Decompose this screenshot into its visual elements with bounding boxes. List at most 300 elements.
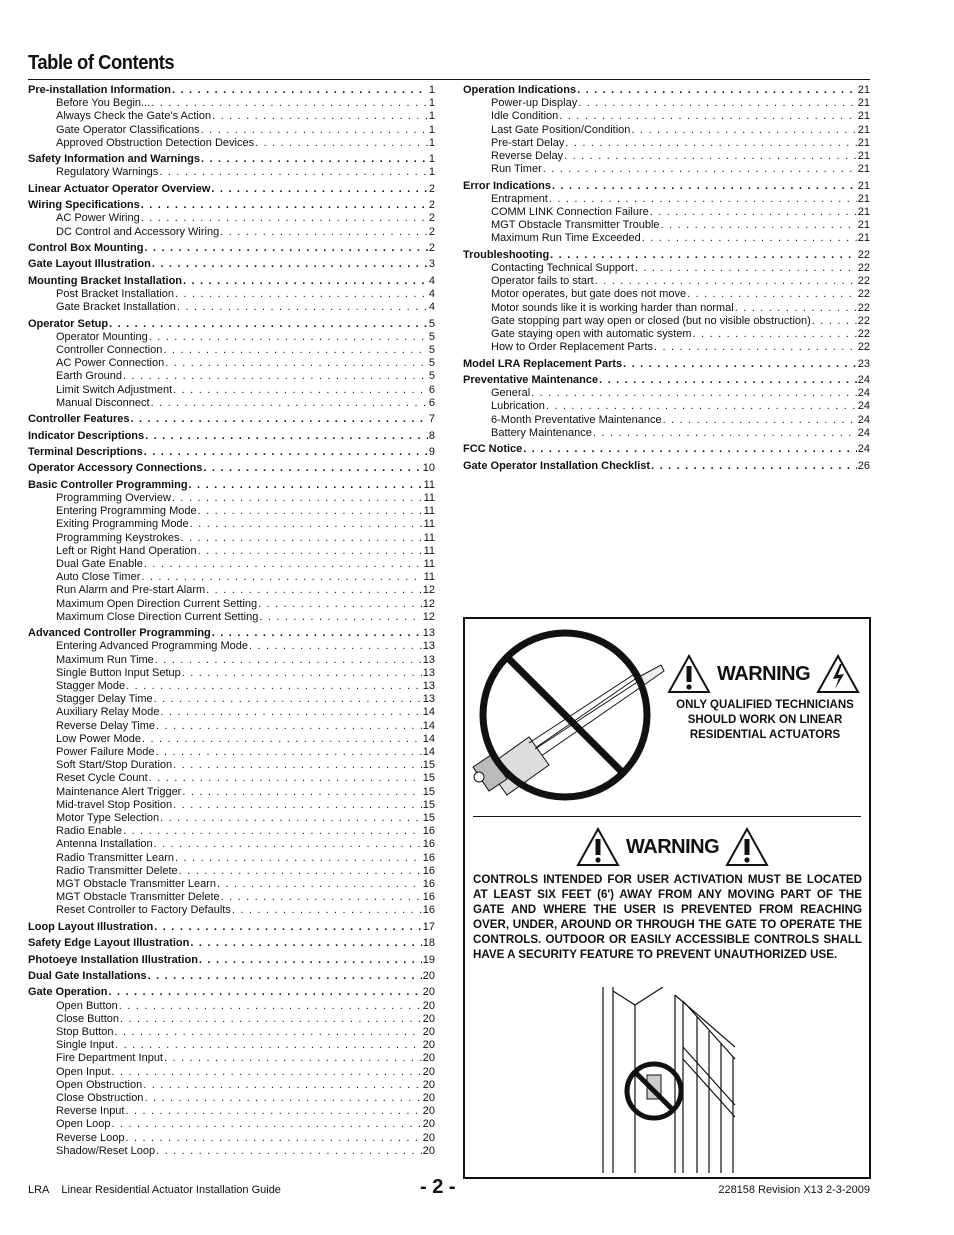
toc-dot-leader — [154, 838, 422, 851]
toc-entry-title: Entering Programming Mode — [56, 505, 197, 518]
toc-entry-title: Mid-travel Stop Position — [56, 798, 173, 811]
toc-dot-leader — [199, 954, 422, 967]
toc-page-number: 21 — [857, 97, 870, 110]
toc-entry — [463, 262, 870, 275]
toc-entry — [463, 328, 870, 341]
toc-page-number: 21 — [857, 192, 870, 205]
toc-section — [28, 275, 435, 315]
toc-page-number: 13 — [422, 640, 435, 653]
toc-dot-leader — [123, 825, 422, 838]
toc-page-number: 14 — [422, 732, 435, 745]
toc-entry — [28, 397, 435, 410]
toc-left-column — [28, 84, 435, 1161]
toc-entry-title: Run Alarm and Pre-start Alarm — [56, 584, 206, 597]
toc-page-number: 1 — [428, 97, 435, 110]
toc-entry — [28, 492, 435, 505]
toc-dot-leader — [249, 640, 422, 653]
toc-entry-title: Controller Connection — [56, 343, 163, 356]
toc-entry-title: Maximum Run Time — [56, 653, 154, 666]
toc-dot-leader — [812, 315, 857, 328]
toc-entry-title: MGT Obstacle Transmitter Trouble — [491, 219, 660, 232]
toc-entry-title: Basic Controller Programming — [28, 478, 188, 491]
toc-section-heading — [28, 318, 435, 331]
toc-entry — [28, 370, 435, 383]
toc-page-number: 20 — [422, 1012, 435, 1025]
toc-dot-leader — [190, 518, 423, 531]
toc-dot-leader — [144, 558, 423, 571]
toc-entry — [28, 331, 435, 344]
toc-entry-title: Reset Controller to Factory Defaults — [56, 904, 231, 917]
toc-entry — [28, 1105, 435, 1118]
toc-section-heading — [28, 462, 435, 475]
toc-section-heading — [28, 183, 435, 196]
toc-entry — [463, 414, 870, 427]
toc-entry-title: Always Check the Gate’s Action — [56, 110, 212, 123]
toc-page-number: 14 — [422, 745, 435, 758]
toc-entry-title: Auto Close Timer — [56, 571, 141, 584]
toc-page-number: 2 — [428, 241, 435, 254]
toc-page-number: 20 — [422, 1078, 435, 1091]
page-number: - 2 - — [420, 1176, 456, 1198]
toc-dot-leader — [149, 331, 428, 344]
toc-dot-leader — [259, 611, 421, 624]
toc-entry — [28, 693, 435, 706]
toc-entry-title: Programming Keystrokes — [56, 531, 180, 544]
footer-guide-title — [28, 1184, 281, 1196]
toc-section-heading — [463, 443, 870, 456]
exclamation-triangle-icon — [725, 827, 769, 867]
toc-entry-title: Gate Operation — [28, 986, 108, 999]
toc-entry — [28, 680, 435, 693]
toc-dot-leader — [149, 772, 422, 785]
toc-page-number: 20 — [422, 986, 435, 999]
toc-dot-leader — [206, 584, 422, 597]
toc-dot-leader — [531, 387, 857, 400]
toc-entry-title: Maintenance Alert Trigger — [56, 785, 182, 798]
toc-entry-title: Fire Department Input — [56, 1052, 163, 1065]
toc-section-heading — [28, 199, 435, 212]
toc-page-number: 21 — [857, 150, 870, 163]
toc-section-heading — [28, 275, 435, 288]
toc-entry — [28, 1013, 435, 1026]
toc-entry — [463, 275, 870, 288]
toc-page-number: 1 — [428, 110, 435, 123]
toc-page-number: 5 — [428, 357, 435, 370]
toc-section — [463, 84, 870, 176]
toc-section-heading — [28, 921, 435, 934]
toc-page-number: 1 — [428, 153, 435, 166]
toc-dot-leader — [661, 219, 857, 232]
toc-page-number: 16 — [422, 851, 435, 864]
toc-entry — [28, 1039, 435, 1052]
toc-section — [28, 153, 435, 179]
toc-entry-title: Approved Obstruction Detection Devices — [56, 136, 255, 149]
toc-dot-leader — [217, 878, 422, 891]
toc-entry-title: Gate Layout Illustration — [28, 258, 151, 271]
toc-entry — [463, 124, 870, 137]
toc-dot-leader — [173, 799, 422, 812]
toc-entry-title: Antenna Installation — [56, 838, 153, 851]
toc-dot-leader — [144, 1092, 421, 1105]
toc-page-number: 20 — [422, 1118, 435, 1131]
exclamation-triangle-icon — [667, 654, 711, 694]
toc-dot-leader — [144, 446, 428, 459]
toc-page-number: 15 — [422, 812, 435, 824]
toc-entry-title: Mounting Bracket Installation — [28, 274, 183, 287]
page-title: Table of Contents — [28, 52, 175, 74]
toc-dot-leader — [154, 921, 421, 934]
toc-entry-title: AC Power Wiring — [56, 212, 140, 225]
toc-entry-title: Stagger Mode — [56, 679, 126, 692]
footer-model: LRA — [28, 1184, 50, 1196]
toc-page-number: 20 — [422, 1105, 435, 1118]
toc-entry — [28, 357, 435, 370]
toc-entry — [463, 315, 870, 328]
toc-entry-title: Gate stopping part way open or closed (but no visible obstruction) — [491, 314, 811, 327]
toc-section — [28, 986, 435, 1158]
toc-entry-title: Maximum Close Direction Current Setting — [56, 610, 259, 623]
toc-entry-title: Single Button Input Setup — [56, 666, 181, 679]
toc-section — [463, 443, 870, 456]
toc-dot-leader — [651, 460, 857, 473]
toc-section-heading — [28, 430, 435, 443]
toc-dot-leader — [255, 137, 428, 150]
toc-dot-leader — [595, 275, 857, 288]
toc-page-number: 18 — [422, 937, 435, 950]
toc-page-number: 13 — [422, 666, 435, 679]
toc-entry — [463, 219, 870, 232]
toc-page-number: 21 — [857, 163, 870, 176]
toc-dot-leader — [203, 462, 421, 475]
toc-section-heading — [463, 180, 870, 193]
toc-section — [463, 358, 870, 371]
toc-entry — [28, 891, 435, 904]
toc-page-number: 15 — [422, 759, 435, 772]
toc-entry-title: COMM LINK Connection Failure — [491, 206, 649, 219]
toc-dot-leader — [126, 680, 422, 693]
toc-page-number: 7 — [428, 413, 435, 426]
toc-page-number: 21 — [857, 123, 870, 136]
toc-entry — [28, 137, 435, 150]
toc-section-heading — [28, 258, 435, 271]
toc-entry-title: Power-up Display — [491, 97, 578, 110]
toc-entry — [28, 505, 435, 518]
toc-section — [28, 970, 435, 983]
toc-dot-leader — [564, 150, 857, 163]
toc-entry-title: Battery Maintenance — [491, 426, 592, 439]
toc-dot-leader — [111, 1118, 421, 1131]
toc-page-number: 12 — [422, 597, 435, 610]
toc-entry-title: Radio Enable — [56, 825, 123, 838]
toc-dot-leader — [155, 654, 422, 667]
toc-right-column — [463, 84, 870, 476]
gate-control-illustration — [585, 987, 745, 1173]
toc-entry — [28, 640, 435, 653]
toc-entry — [28, 598, 435, 611]
toc-section — [28, 462, 435, 475]
toc-dot-leader — [109, 318, 428, 331]
toc-entry — [28, 344, 435, 357]
toc-entry — [28, 852, 435, 865]
toc-page-number: 24 — [857, 374, 870, 387]
toc-entry-title: Post Bracket Installation — [56, 287, 175, 300]
toc-page-number: 21 — [857, 110, 870, 123]
toc-section — [28, 413, 435, 426]
toc-dot-leader — [144, 242, 427, 255]
toc-dot-leader — [550, 249, 857, 262]
toc-entry-title: Linear Actuator Operator Overview — [28, 182, 211, 195]
toc-page-number: 11 — [423, 544, 435, 557]
toc-section-heading — [463, 249, 870, 262]
toc-section-heading — [28, 413, 435, 426]
toc-dot-leader — [183, 275, 428, 288]
toc-page-number: 19 — [422, 953, 435, 966]
toc-page-number: 22 — [857, 328, 870, 341]
toc-entry — [463, 97, 870, 110]
toc-dot-leader — [201, 124, 428, 137]
toc-entry-title: Preventative Maintenance — [463, 374, 599, 387]
toc-page-number: 20 — [422, 1131, 435, 1144]
toc-entry — [463, 110, 870, 123]
toc-entry-title: DC Control and Accessory Wiring — [56, 225, 220, 238]
toc-entry — [28, 97, 435, 110]
toc-entry-title: Idle Condition — [491, 110, 559, 123]
toc-entry — [463, 302, 870, 315]
toc-section-heading — [28, 153, 435, 166]
toc-entry-title: Auxiliary Relay Mode — [56, 706, 160, 719]
toc-dot-leader — [523, 443, 856, 456]
toc-dot-leader — [145, 430, 428, 443]
toc-section-heading — [28, 937, 435, 950]
toc-entry-title: Loop Layout Illustration — [28, 920, 154, 933]
toc-page-number: 22 — [857, 288, 870, 301]
toc-entry-title: Reset Cycle Count — [56, 772, 148, 785]
toc-dot-leader — [159, 166, 428, 179]
toc-entry-title: Open Loop — [56, 1118, 111, 1131]
toc-entry-title: Motor operates, but gate does not move — [491, 288, 687, 301]
toc-section-heading — [28, 954, 435, 967]
toc-entry-title: Lubrication — [491, 400, 545, 413]
toc-entry-title: Radio Transmitter Learn — [56, 851, 174, 864]
toc-page-number: 21 — [857, 206, 870, 219]
toc-entry-title: Safety Edge Layout Illustration — [28, 937, 190, 950]
toc-page-number: 12 — [422, 610, 435, 623]
toc-entry-title: Last Gate Position/Condition — [491, 123, 631, 136]
toc-dot-leader — [173, 759, 422, 772]
toc-page-number: 16 — [422, 838, 435, 851]
toc-dot-leader — [179, 865, 422, 878]
toc-entry — [28, 786, 435, 799]
toc-entry-title: Gate Operator Installation Checklist — [463, 459, 651, 472]
actuator-prohibited-illustration — [465, 627, 665, 807]
toc-dot-leader — [177, 301, 428, 314]
toc-page-number: 5 — [428, 370, 435, 383]
toc-dot-leader — [172, 84, 428, 97]
toc-section — [463, 460, 870, 473]
toc-entry — [463, 400, 870, 413]
toc-section — [28, 479, 435, 624]
toc-page-number: 1 — [428, 166, 435, 179]
toc-page-number: 2 — [428, 199, 435, 212]
toc-entry-title: Pre-installation Information — [28, 84, 172, 96]
technician-notice: ONLY QUALIFIED TECHNICIANS SHOULD WORK ON LINEAR RESIDENTIAL ACTUATORS — [676, 699, 854, 741]
toc-page-number: 24 — [857, 413, 870, 426]
toc-entry — [28, 772, 435, 785]
toc-entry — [28, 838, 435, 851]
toc-dot-leader — [593, 427, 857, 440]
toc-page-number: 16 — [422, 878, 435, 891]
toc-entry-title: Contacting Technical Support — [491, 262, 634, 275]
toc-entry-title: Soft Start/Stop Duration — [56, 759, 173, 772]
toc-entry — [28, 812, 435, 825]
toc-section — [28, 183, 435, 196]
toc-dot-leader — [165, 357, 428, 370]
toc-entry-title: FCC Notice — [463, 443, 523, 456]
toc-entry — [28, 226, 435, 239]
warning-header-2 — [576, 827, 769, 867]
toc-page-number: 20 — [422, 999, 435, 1012]
toc-dot-leader — [160, 812, 422, 825]
toc-section — [28, 446, 435, 459]
toc-page-number: 11 — [423, 518, 435, 531]
toc-section — [463, 374, 870, 440]
toc-page-number: 16 — [422, 864, 435, 877]
toc-page-number: 5 — [428, 317, 435, 330]
toc-entry-title: Reverse Loop — [56, 1131, 125, 1144]
toc-dot-leader — [164, 1052, 422, 1065]
toc-section — [28, 921, 435, 934]
toc-page-number: 5 — [428, 330, 435, 343]
toc-entry-title: Run Timer — [491, 163, 542, 176]
toc-section-heading — [463, 374, 870, 387]
toc-dot-leader — [635, 262, 857, 275]
toc-entry-title: Open Input — [56, 1065, 111, 1078]
toc-dot-leader — [549, 193, 857, 206]
toc-page-number: 20 — [422, 1092, 435, 1104]
toc-section-heading — [28, 627, 435, 640]
toc-dot-leader — [119, 1000, 422, 1013]
toc-entry-title: Operation Indications — [463, 84, 577, 96]
toc-entry — [463, 341, 870, 354]
toc-section-heading — [28, 84, 435, 97]
toc-entry-title: Programming Overview — [56, 491, 171, 504]
toc-dot-leader — [559, 110, 856, 123]
toc-page-number: 1 — [428, 84, 435, 96]
toc-page-number: 5 — [428, 343, 435, 356]
toc-section — [28, 242, 435, 255]
toc-entry-title: Shadow/Reset Loop — [56, 1144, 156, 1157]
toc-dot-leader — [212, 627, 422, 640]
footer-guide-name: Linear Residential Actuator Installation Guide — [61, 1184, 281, 1196]
toc-page-number: 4 — [428, 287, 435, 300]
toc-dot-leader — [182, 786, 421, 799]
toc-entry — [463, 163, 870, 176]
toc-page-number: 20 — [422, 969, 435, 982]
toc-entry-title: Control Box Mounting — [28, 241, 144, 254]
toc-section — [28, 199, 435, 239]
toc-page-number: 6 — [428, 396, 435, 409]
toc-entry-title: Motor sounds like it is working harder than normal — [491, 301, 734, 314]
toc-dot-leader — [623, 358, 857, 371]
toc-page-number: 13 — [422, 627, 435, 640]
toc-entry — [463, 193, 870, 206]
toc-section — [28, 954, 435, 967]
toc-entry — [28, 1118, 435, 1131]
toc-entry-title: Open Button — [56, 999, 118, 1012]
toc-page-number: 11 — [423, 557, 435, 570]
toc-page-number: 6 — [428, 383, 435, 396]
toc-entry-title: Gate Bracket Installation — [56, 301, 176, 314]
toc-dot-leader — [599, 374, 857, 387]
toc-dot-leader — [141, 571, 422, 584]
toc-page-number: 13 — [422, 693, 435, 706]
toc-page-number: 11 — [423, 571, 435, 584]
toc-page-number: 11 — [423, 531, 435, 544]
toc-entry — [28, 1026, 435, 1039]
toc-page-number: 8 — [428, 429, 435, 442]
toc-entry — [28, 301, 435, 314]
toc-page-number: 11 — [423, 478, 435, 491]
toc-entry-title: Before You Begin... — [56, 97, 151, 110]
toc-section — [28, 430, 435, 443]
toc-section — [28, 258, 435, 271]
toc-dot-leader — [650, 206, 857, 219]
toc-entry-title: AC Power Connection — [56, 357, 165, 370]
toc-page-number: 16 — [422, 825, 435, 838]
toc-page-number: 13 — [422, 653, 435, 666]
toc-page-number: 24 — [857, 443, 870, 456]
toc-dot-leader — [141, 199, 428, 212]
toc-entry-title: Reverse Delay — [491, 150, 564, 163]
toc-page-number: 24 — [857, 426, 870, 439]
toc-entry — [28, 584, 435, 597]
toc-entry — [28, 799, 435, 812]
toc-entry-title: Safety Information and Warnings — [28, 153, 200, 166]
toc-entry — [28, 720, 435, 733]
toc-entry — [28, 384, 435, 397]
toc-entry — [28, 571, 435, 584]
toc-entry-title: Model LRA Replacement Parts — [463, 357, 623, 370]
toc-entry-title: Close Button — [56, 1012, 119, 1025]
toc-section-heading — [463, 358, 870, 371]
toc-entry-title: Operator Accessory Connections — [28, 462, 203, 475]
toc-dot-leader — [735, 302, 857, 315]
toc-entry — [28, 733, 435, 746]
toc-dot-leader — [173, 384, 428, 397]
toc-entry — [28, 825, 435, 838]
toc-page-number: 14 — [422, 706, 435, 719]
toc-entry — [28, 532, 435, 545]
toc-page-number: 21 — [857, 219, 870, 232]
toc-dot-leader — [181, 532, 423, 545]
toc-entry-title: Reverse Delay Time — [56, 719, 156, 732]
toc-page-number: 22 — [857, 275, 870, 288]
toc-entry-title: Indicator Descriptions — [28, 429, 145, 442]
toc-dot-leader — [156, 720, 422, 733]
toc-entry-title: Operator fails to start — [491, 275, 594, 288]
toc-entry-title: Controller Features — [28, 413, 130, 426]
toc-dot-leader — [156, 1145, 422, 1158]
toc-page-number: 16 — [422, 904, 435, 917]
toc-entry-title: Reverse Input — [56, 1105, 125, 1118]
toc-entry — [28, 110, 435, 123]
toc-entry-title: MGT Obstacle Transmitter Delete — [56, 891, 220, 904]
toc-dot-leader — [151, 397, 428, 410]
title-rule — [28, 79, 870, 80]
toc-entry — [28, 706, 435, 719]
toc-entry-title: Dual Gate Installations — [28, 969, 147, 982]
toc-dot-leader — [130, 413, 427, 426]
